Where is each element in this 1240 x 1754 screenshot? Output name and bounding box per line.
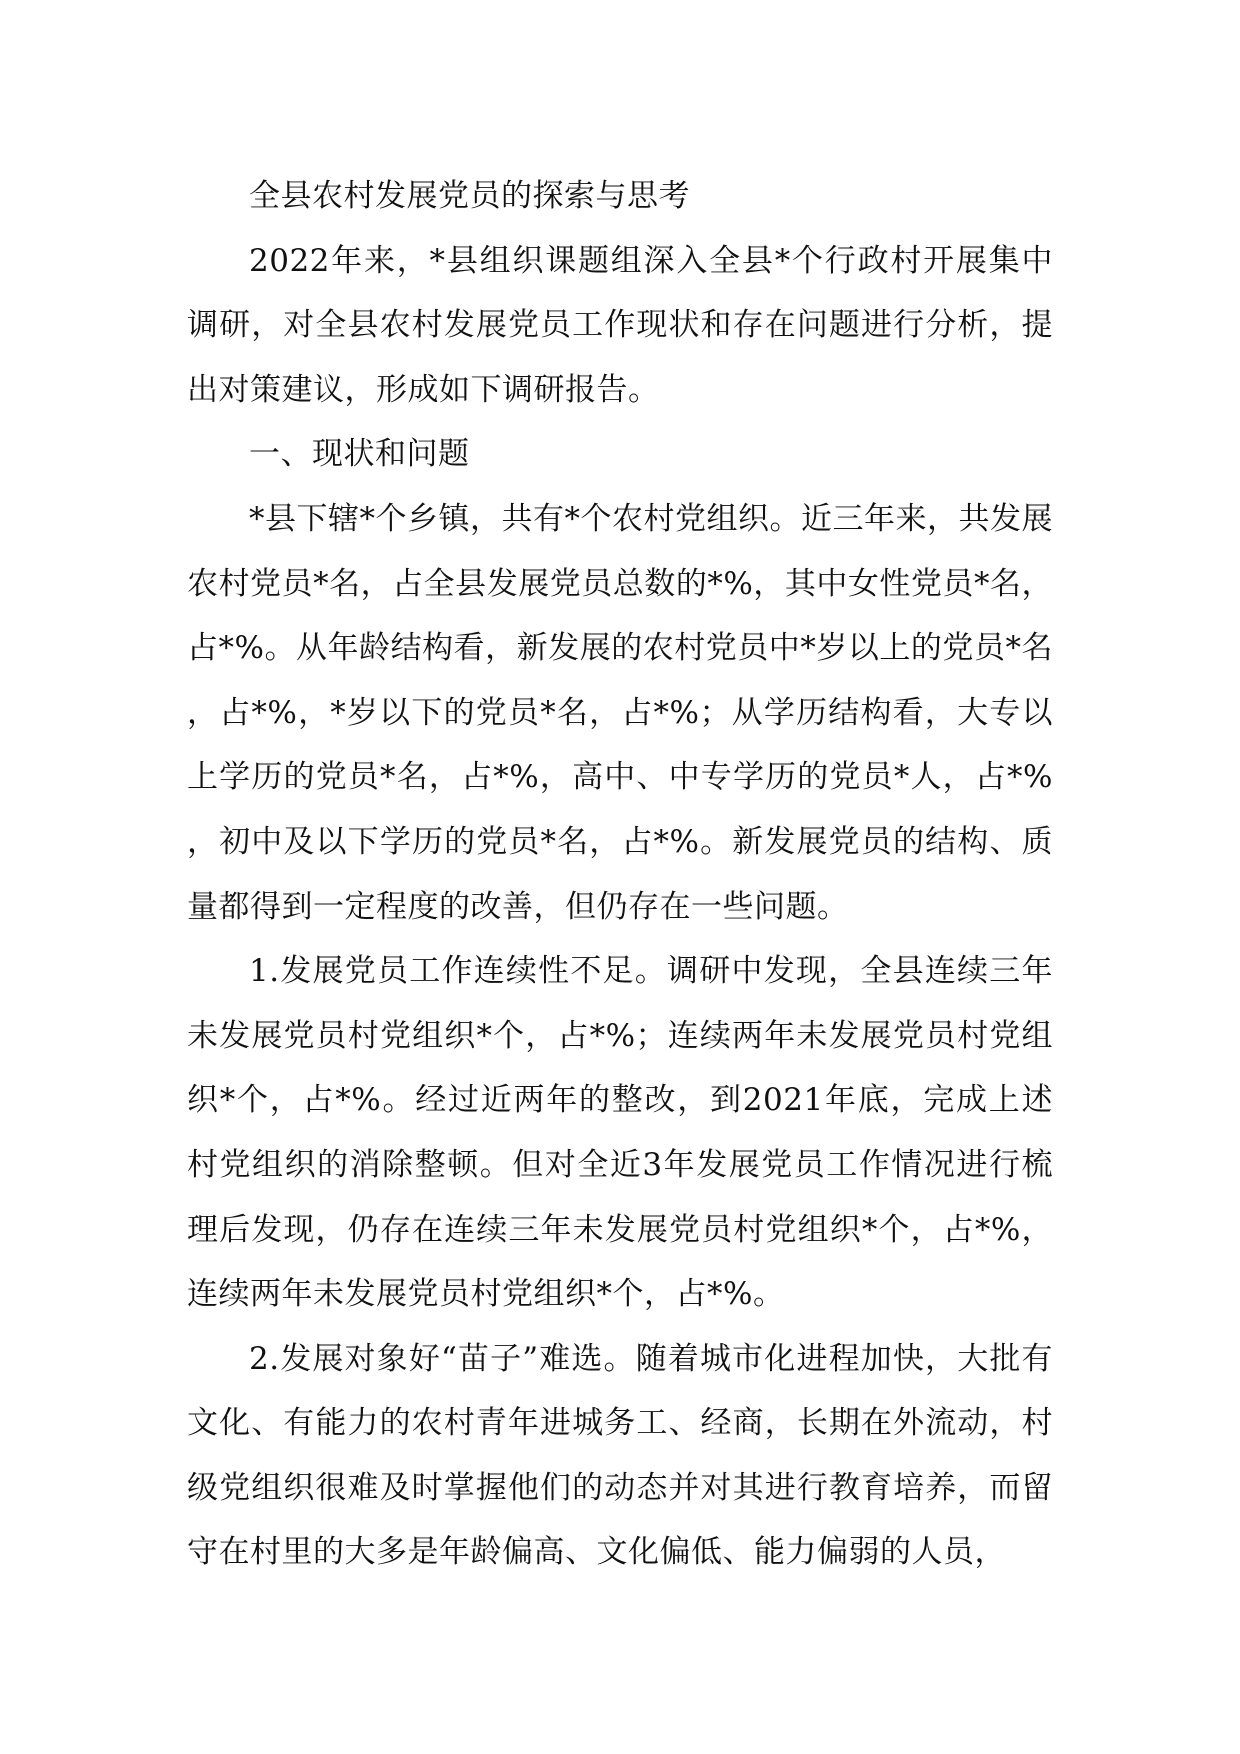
paragraph-intro: 2022年来，*县组织课题组深入全县*个行政村开展集中调研，对全县农村发展党员工作现状和存在问题进行分析，提出对策建议，形成如下调研报告。 <box>187 242 1053 408</box>
section-heading: 一、现状和问题 <box>249 436 470 473</box>
paragraph-status: *县下辖*个乡镇，共有*个农村党组织。近三年来，共发展农村党员*名，占全县发展党员总数的*%，其中女性党员*名，占*%。从年龄结构看，新发展的农村党员中*岁以上的党员*名，占*%，*岁以下的党员*名，占*%；从学历结构看，大专以上学历的党员*名，占*%，高中、中专学历的党员*人，占*%，初中及以下学历的党员*名，占*%。新发展党员的结构、质量都得到一定程度的改善，但仍存在一些问题。 <box>187 500 1053 925</box>
paragraph-point-1: 1.发展党员工作连续性不足。调研中发现，全县连续三年未发展党员村党组织*个，占*%；连续两年未发展党员村党组织*个，占*%。经过近两年的整改，到2021年底，完成上述村党组织的消除整顿。但对全近3年发展党员工作情况进行梳理后发现，仍存在连续三年未发展党员村党组织*个，占*%，连续两年未发展党员村党组织*个，占*%。 <box>187 953 1053 1313</box>
document-title: 全县农村发展党员的探索与思考 <box>249 178 690 214</box>
paragraph-point-2: 2.发展对象好“苗子”难选。随着城市化进程加快，大批有文化、有能力的农村青年进城务工、经商，长期在外流动，村级党组织很难及时掌握他们的动态并对其进行教育培养，而留守在村里的大多是年龄偏高、文化偏低、能力偏弱的人员， <box>187 1340 1053 1571</box>
document-body <box>187 164 1053 1585</box>
